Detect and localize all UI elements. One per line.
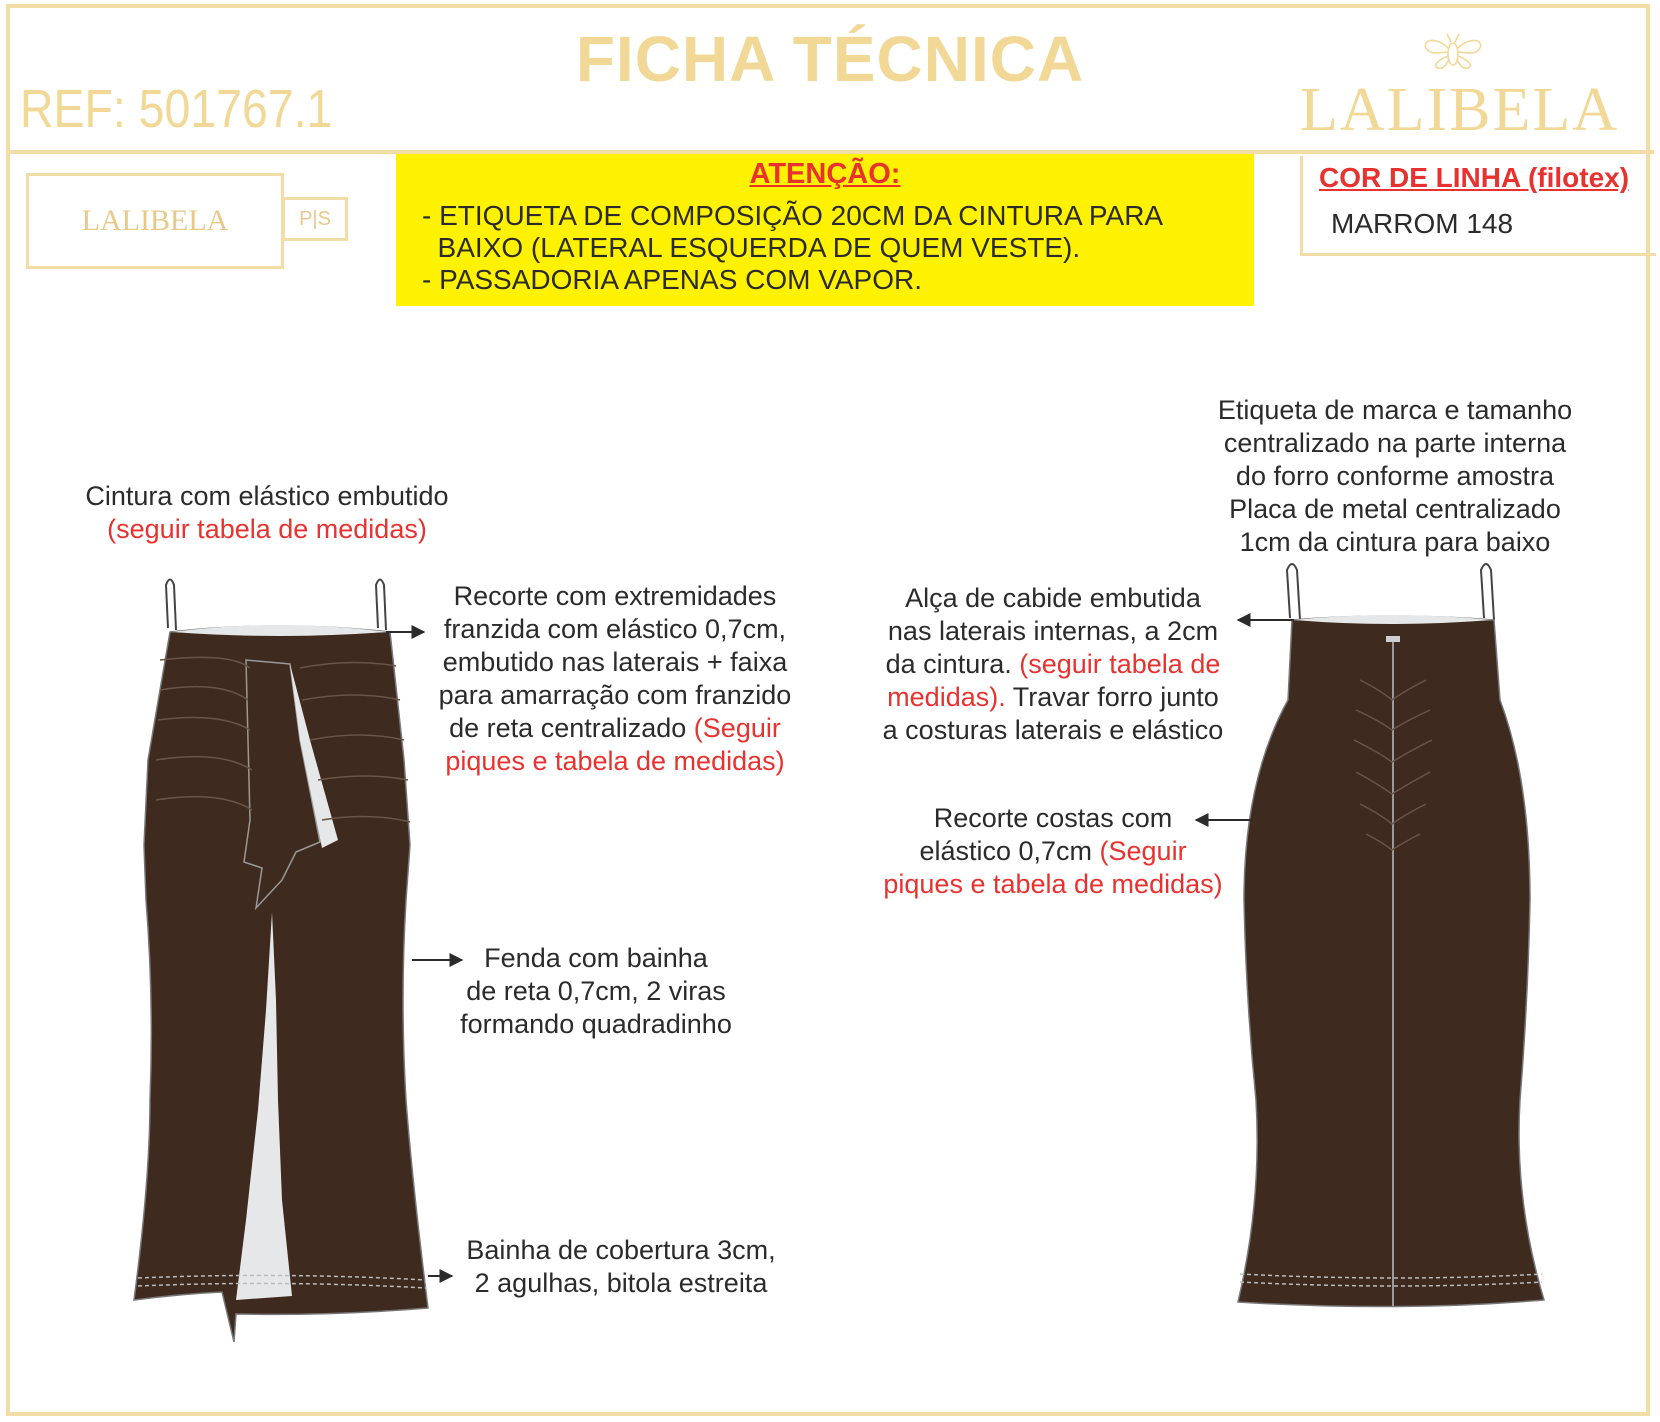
- back-hanger-loop-left: [1287, 564, 1300, 620]
- label-brand-text: LALIBELA: [81, 204, 229, 237]
- attention-line-3: - PASSADORIA APENAS COM VAPOR.: [422, 264, 922, 295]
- front-hanger-loop-left: [166, 580, 176, 631]
- back-hanger-loop-right: [1481, 564, 1494, 620]
- back-skirt-body: [1238, 616, 1544, 1307]
- note-etiqueta: Etiqueta de marca e tamanho centralizado na parte interna do forro conforme amostra Placa de metal centralizado 1cm da cintura para baixo: [1217, 395, 1573, 557]
- note-recorte-front: Recorte com extremidades franzida com elástico 0,7cm, embutido nas laterais + faixa para amarração com franzido de reta centralizado (Seguir piques e tabela de medidas): [438, 581, 792, 776]
- note-recorte-back: Recorte costas com elástico 0,7cm (Seguir piques e tabela de medidas): [883, 803, 1223, 899]
- note-alca: Alça de cabide embutida nas laterais internas, a 2cm da cintura. (seguir tabela de medidas). Travar forro junto a costuras laterais e elástico: [882, 583, 1224, 745]
- page-title: FICHA TÉCNICA: [575, 23, 1085, 95]
- reference-number: REF: 501767.1: [20, 79, 333, 139]
- back-skirt-drawing: [1238, 564, 1544, 1307]
- brand-logo: LALIBELA: [1300, 76, 1620, 144]
- note-bainha: Bainha de cobertura 3cm, 2 agulhas, bitola estreita: [466, 1235, 776, 1298]
- front-hanger-loop-right: [376, 580, 386, 631]
- note-fenda: Fenda com bainha de reta 0,7cm, 2 viras formando quadradinho: [460, 943, 732, 1039]
- attention-line-2: BAIXO (LATERAL ESQUERDA DE QUEM VESTE).: [422, 232, 1081, 263]
- attention-title: ATENÇÃO:: [749, 158, 901, 190]
- metal-plate: [1386, 636, 1400, 642]
- note-waist: Cintura com elástico embutido (seguir tabela de medidas): [85, 481, 449, 544]
- attention-line-1: - ETIQUETA DE COMPOSIÇÃO 20CM DA CINTURA PARA: [422, 200, 1164, 231]
- size-tag: P|S: [282, 197, 348, 241]
- front-skirt-drawing: [134, 580, 428, 1343]
- thread-color-title: COR DE LINHA (filotex): [1319, 162, 1630, 193]
- thread-color-value: MARROM 148: [1331, 208, 1514, 239]
